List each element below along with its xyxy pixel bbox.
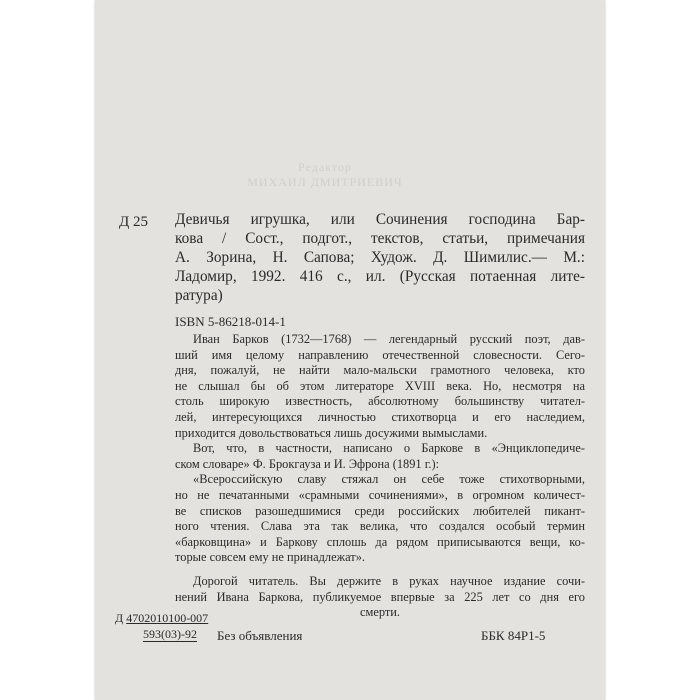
annotation-line: приходится довольствоваться лишь досужими вымыслами. [175, 425, 488, 440]
biblio-line: Девичья игрушка, или Сочинения господина Бар- [175, 211, 585, 228]
annotation-line: Вот, что, в частности, написано о Баркове в «Энциклопедиче- [193, 441, 585, 456]
annotation [175, 332, 585, 621]
call-number: Д 25 [119, 214, 148, 230]
isbn: ISBN 5-86218-014-1 [175, 314, 286, 329]
annotation-line: ший имя целому направлению отечественной словесности. Сего- [175, 347, 585, 362]
catalog-code-numerator: 4702010100-007 [126, 611, 209, 625]
annotation-line: дня, пожалуй, не найти мало-мальски грамотного человека, кто [175, 363, 585, 378]
annotation-line: ском словаре» Ф. Брокгауза и И. Эфрона (1891 г.): [175, 456, 440, 471]
bleed-line-1: Редактор [298, 160, 352, 174]
bleed-line-2: МИХАИЛ ДМИТРИЕВИЧ [247, 175, 403, 189]
biblio-line: А. Зорина, Н. Сапова; Худож. Д. Шимилис.— М.: [175, 249, 585, 266]
quote-line: торые совсем ему не принадлежат». [175, 550, 366, 565]
annotation-line: нений Ивана Баркова, публикуемое впервые за 225 лет со дня его [175, 589, 585, 604]
quote-line: ного чтения. Слава эта так велика, что создался особый термин [175, 519, 585, 534]
annotation-line: не слышал бы об этом литераторе XVIII века. Но, несмотря на [175, 378, 585, 393]
encyclopedia-quote [175, 472, 585, 566]
catalog-code [115, 610, 208, 642]
quote-line: ве списков разошедшимися среди российских любителей пикант- [175, 503, 585, 518]
biblio-line: кова / Сост., подгот., текстов, статьи, примечания [175, 230, 585, 247]
biblio-line: ратура) [175, 287, 223, 304]
bleed-through-text [175, 160, 475, 200]
book-page [95, 0, 605, 700]
bibliographic-entry [175, 210, 585, 305]
catalog-code-prefix: Д [115, 611, 124, 625]
no-ads-label: Без объявления [217, 628, 303, 643]
quote-line: «Всероссийскую славу стяжал он себе тоже стихотворными, [193, 472, 585, 487]
quote-line: но не печатанными «срамными сочинениями», в огромном количест- [175, 487, 585, 502]
annotation-line: Дорогой читатель. Вы держите в руках научное издание сочи- [193, 573, 585, 588]
annotation-line: столь широкую известность, абсолютному большинству читател- [175, 394, 585, 409]
bbk-code: ББК 84Р1-5 [481, 628, 546, 643]
quote-line: «барковщина» и Баркову сплошь да рядом приписываются вещи, ко- [175, 534, 585, 549]
annotation-line: смерти. [359, 605, 400, 620]
annotation-line: лей, интересующихся личностью стихотворца и его наследием, [175, 409, 585, 424]
catalog-code-denominator: 593(03)-92 [143, 627, 197, 641]
annotation-line: Иван Барков (1732—1768) — легендарный русский поэт, дав- [193, 332, 585, 346]
biblio-line: Ладомир, 1992. 416 с., ил. (Русская потаенная лите- [175, 268, 585, 285]
